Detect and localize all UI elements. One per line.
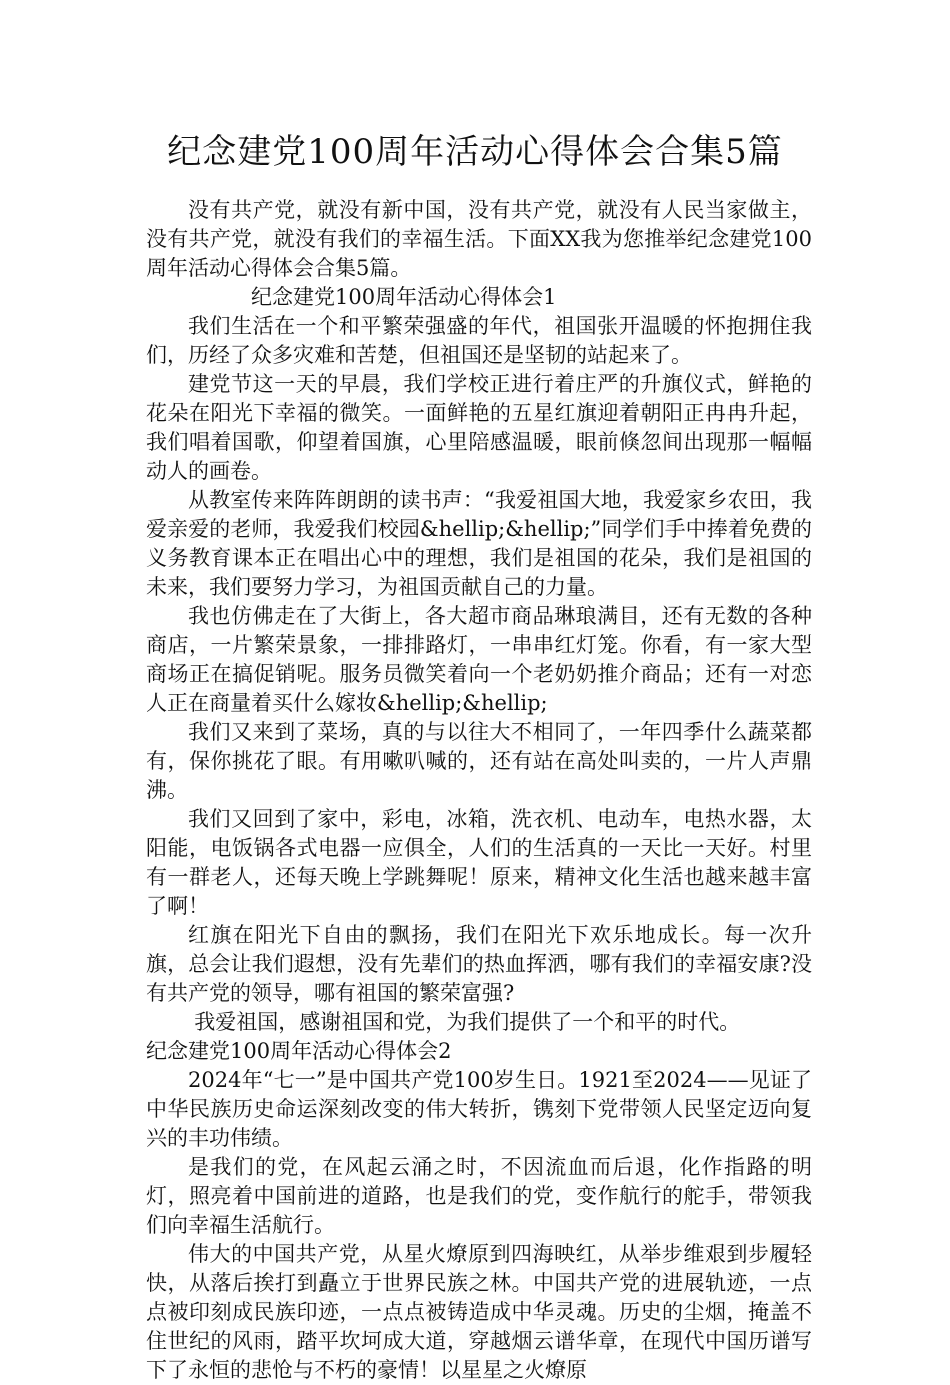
- document-body: [146, 196, 812, 1385]
- intro-paragraph: 没有共产党，就没有新中国，没有共产党，就没有人民当家做主，没有共产党，就没有我们的幸福生活。下面XX我为您推举纪念建党100周年活动心得体会合集5篇。: [146, 198, 812, 280]
- paragraph: 建党节这一天的早晨，我们学校正进行着庄严的升旗仪式，鲜艳的花朵在阳光下幸福的微笑。一面鲜艳的五星红旗迎着朝阳正冉冉升起，我们唱着国歌，仰望着国旗，心里陪感温暖，眼前倏忽间出现那一幅幅动人的画卷。: [146, 372, 812, 483]
- paragraph: 我爱祖国，感谢祖国和党，为我们提供了一个和平的时代。: [194, 1010, 741, 1034]
- paragraph: 伟大的中国共产党，从星火燎原到四海映红，从举步维艰到步履轻快，从落后挨打到矗立于世界民族之林。中国共产党的进展轨迹，一点点被印刻成民族印迹，一点点被铸造成中华灵魂。历史的尘烟，掩盖不住世纪的风雨，踏平坎坷成大道，穿越烟云谱华章，在现代中国历谱写下了永恒的悲怆与不朽的豪情！以星星之火燎原: [146, 1242, 812, 1382]
- paragraph: 我们又回到了家中，彩电，冰箱，洗衣机、电动车，电热水器，太阳能，电饭锅各式电器一应俱全，人们的生活真的一天比一天好。村里有一群老人，还每天晚上学跳舞呢！原来，精神文化生活也越来越丰富了啊！: [146, 807, 812, 918]
- paragraph: 红旗在阳光下自由的飘扬，我们在阳光下欢乐地成长。每一次升旗，总会让我们遐想，没有先辈们的热血挥洒，哪有我们的幸福安康?没有共产党的领导，哪有祖国的繁荣富强?: [146, 923, 812, 1005]
- paragraph: 2024年“七一”是中国共产党100岁生日。1921至2024——见证了中华民族历史命运深刻改变的伟大转折，镌刻下党带领人民坚定迈向复兴的丰功伟绩。: [146, 1068, 812, 1150]
- paragraph: 是我们的党，在风起云涌之时，不因流血而后退，化作指路的明灯，照亮着中国前进的道路，也是我们的党，变作航行的舵手，带领我们向幸福生活航行。: [146, 1155, 812, 1237]
- document-title: 纪念建党100周年活动心得体会合集5篇: [167, 132, 783, 172]
- section-heading-2: 纪念建党100周年活动心得体会2: [146, 1039, 452, 1063]
- section-heading-1: 纪念建党100周年活动心得体会1: [251, 285, 557, 309]
- paragraph: 我也仿佛走在了大街上，各大超市商品琳琅满目，还有无数的各种商店，一片繁荣景象，一排排路灯，一串串红灯笼。你看，有一家大型商场正在搞促销呢。服务员微笑着向一个老奶奶推介商品；还有一对恋人正在商量着买什么嫁妆&hellip;&hellip;: [146, 604, 812, 715]
- paragraph: 我们又来到了菜场，真的与以往大不相同了，一年四季什么蔬菜都有，保你挑花了眼。有用嗽叭喊的，还有站在高处叫卖的，一片人声鼎沸。: [146, 720, 812, 802]
- paragraph: 我们生活在一个和平繁荣强盛的年代，祖国张开温暖的怀抱拥住我们，历经了众多灾难和苦楚，但祖国还是坚韧的站起来了。: [146, 314, 812, 367]
- paragraph: 从教室传来阵阵朗朗的读书声：“我爱祖国大地，我爱家乡农田，我爱亲爱的老师，我爱我们校园&hellip;&hellip;”同学们手中捧着免费的义务教育课本正在唱出心中的理想，我们是祖国的花朵，我们是祖国的未来，我们要努力学习，为祖国贡献自己的力量。: [146, 488, 812, 599]
